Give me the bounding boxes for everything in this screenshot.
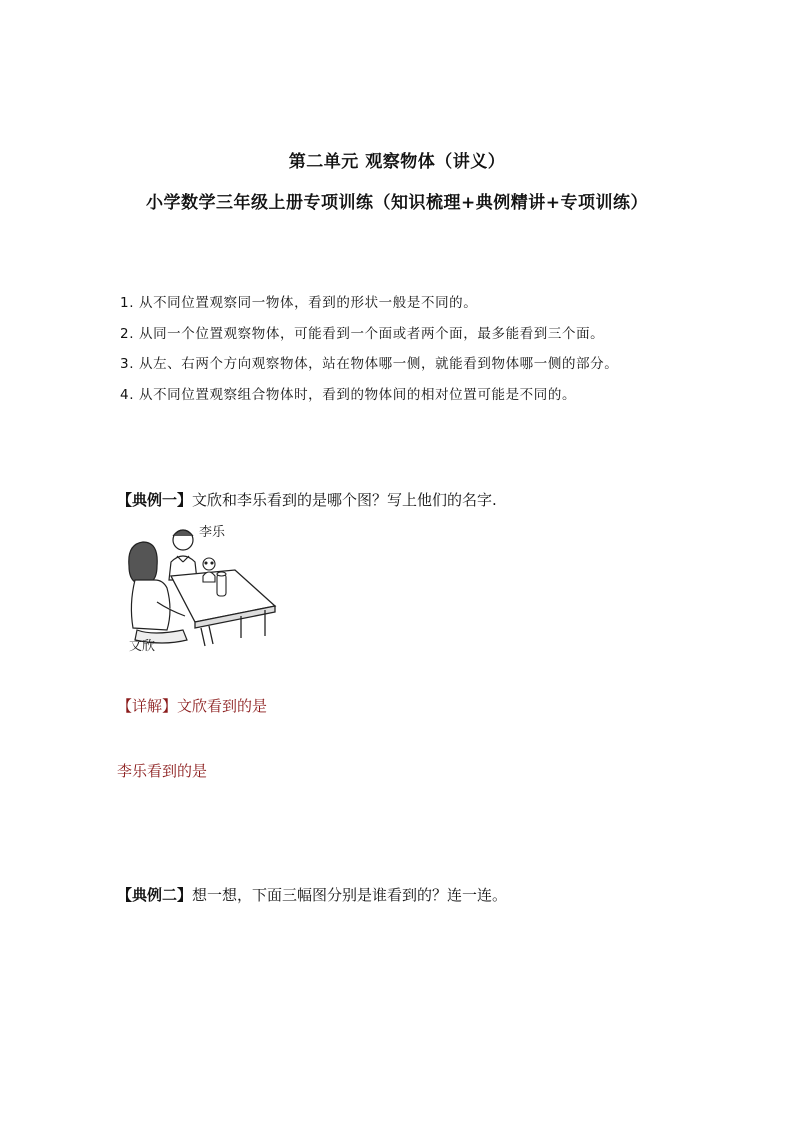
example-2-tag: 【典例二】 bbox=[117, 886, 193, 904]
example-1-text: 文欣和李乐看到的是哪个图？写上他们的名字. bbox=[192, 491, 497, 509]
example-1-detail-line-2: 李乐看到的是 bbox=[117, 762, 208, 780]
example-1-question bbox=[117, 489, 497, 510]
observation-illustration bbox=[123, 518, 283, 653]
page-subtitle: 小学数学三年级上册专项训练（知识梳理+典例精讲+专项训练） bbox=[146, 193, 648, 213]
example-1-tag: 【典例一】 bbox=[117, 491, 193, 509]
knowledge-point-2: 2. 从同一个位置观察物体，可能看到一个面或者两个面，最多能看到三个面。 bbox=[120, 326, 605, 342]
detail-tag: 【详解】 bbox=[117, 697, 178, 715]
label-li-le: 李乐 bbox=[199, 525, 226, 540]
detail-text-1: 文欣看到的是 bbox=[177, 697, 268, 715]
example-2-text: 想一想，下面三幅图分别是谁看到的？连一连。 bbox=[192, 886, 508, 904]
label-wen-xin: 文欣 bbox=[129, 639, 156, 653]
page-title: 第二单元 观察物体（讲义） bbox=[288, 152, 506, 172]
boy-figure bbox=[169, 530, 197, 580]
knowledge-point-4: 4. 从不同位置观察组合物体时，看到的物体间的相对位置可能是不同的。 bbox=[120, 387, 577, 403]
knowledge-point-3: 3. 从左、右两个方向观察物体，站在物体哪一侧，就能看到物体哪一侧的部分。 bbox=[120, 356, 619, 372]
example-1-detail-line-1 bbox=[117, 695, 267, 716]
example-2-question bbox=[117, 884, 507, 905]
knowledge-point-1: 1. 从不同位置观察同一物体，看到的形状一般是不同的。 bbox=[120, 295, 478, 311]
